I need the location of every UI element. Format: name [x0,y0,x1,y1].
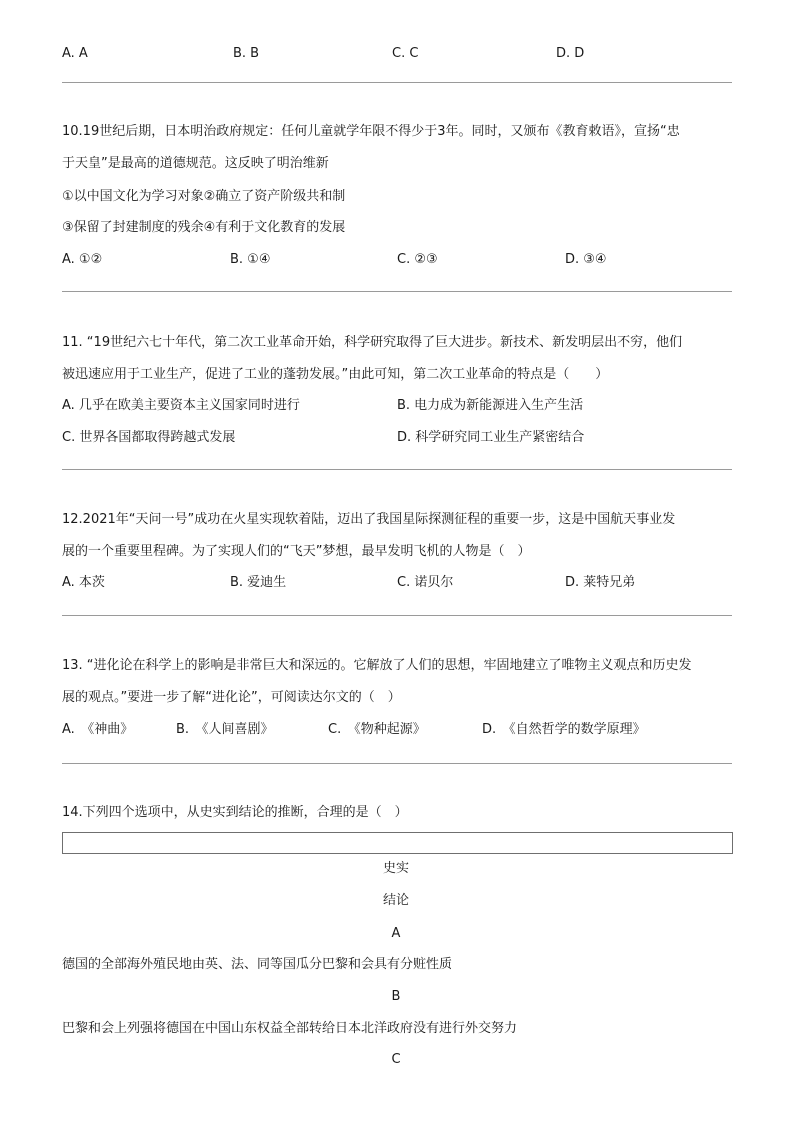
q10-option-b: B. ①④ [230,252,271,267]
q9-option-b: B. B [233,46,260,61]
q10-stem-line2: 于天皇”是最高的道德规范。这反映了明治维新 [62,156,329,171]
q9-option-c: C. C [392,46,419,61]
q11-stem-line2: 被迅速应用于工业生产，促进了工业的蓬勃发展。”由此可知，第二次工业革命的特点是（ ） [62,367,609,382]
q12-option-c: C. 诺贝尔 [397,575,454,590]
q10-option-d: D. ③④ [565,252,607,267]
q12-stem-line2: 展的一个重要里程碑。为了实现人们的“飞天”梦想，最早发明飞机的人物是（ ） [62,544,531,559]
row-b-text: 巴黎和会上列强将德国在中国山东权益全部转给日本北洋政府没有进行外交努力 [62,1021,518,1036]
q11-option-d: D. 科学研究同工业生产紧密结合 [397,430,585,445]
q12-option-b: B. 爱迪生 [230,575,287,590]
q12-stem-line1: 12.2021年“天问一号”成功在火星实现软着陆，迈出了我国星际探测征程的重要一步，这是中国航天事业发 [62,512,676,527]
q11-option-b: B. 电力成为新能源进入生产生活 [397,398,584,413]
q9-option-d: D. D [556,46,585,61]
row-label-b: B [391,989,401,1004]
q13-stem-line2: 展的观点。”要进一步了解“进化论”，可阅读达尔文的（ ） [62,690,401,705]
divider [62,615,732,616]
q13-option-d: D. 《自然哲学的数学原理》 [482,722,646,737]
table-header-fact: 史实 [382,861,409,876]
divider [62,291,732,292]
q11-option-c: C. 世界各国都取得跨越式发展 [62,430,236,445]
q11-stem-line1: 11. “19世纪六七十年代，第二次工业革命开始，科学研究取得了巨大进步。新技术、新发明层出不穷，他们 [62,335,683,350]
q13-option-c: C. 《物种起源》 [328,722,426,737]
q10-items-line1: ①以中国文化为学习对象②确立了资产阶级共和制 [62,189,346,204]
q9-option-a: A. A [62,46,88,61]
q10-items-line2: ③保留了封建制度的残余④有利于文化教育的发展 [62,220,346,235]
q10-option-c: C. ②③ [397,252,438,267]
q10-option-a: A. ①② [62,252,103,267]
q13-option-a: A. 《神曲》 [62,722,134,737]
q12-option-a: A. 本茨 [62,575,105,590]
divider [62,82,732,83]
row-a-text: 德国的全部海外殖民地由英、法、同等国瓜分巴黎和会具有分赃性质 [62,957,453,972]
table-border [62,832,733,854]
q14-stem: 14.下列四个选项中，从史实到结论的推断，合理的是（ ） [62,805,408,820]
table-header-conclusion: 结论 [382,893,409,908]
row-label-c: C [391,1052,401,1067]
q11-option-a: A. 几乎在欧美主要资本主义国家同时进行 [62,398,300,413]
row-label-a: A [391,926,401,941]
q12-option-d: D. 莱特兄弟 [565,575,636,590]
divider [62,763,732,764]
divider [62,469,732,470]
q13-stem-line1: 13. “进化论在科学上的影响是非常巨大和深远的。它解放了人们的思想，牢固地建立了唯物主义观点和历史发 [62,658,692,673]
q10-stem-line1: 10.19世纪后期，日本明治政府规定：任何儿童就学年限不得少于3年。同时，又颁布《教育敕语》，宣扬“忠 [62,124,680,139]
q13-option-b: B. 《人间喜剧》 [176,722,274,737]
